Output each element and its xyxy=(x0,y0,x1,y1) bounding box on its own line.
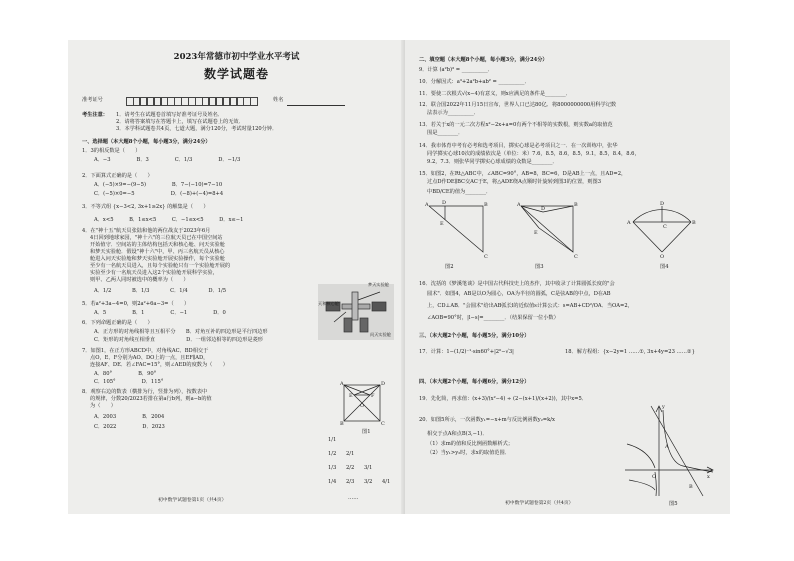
page-footer: 初中数学试题卷第1页（共4页） xyxy=(158,498,227,503)
option-line: A．5 B．1 C．−1 D．0 xyxy=(94,310,226,316)
exam-title: 2023年常德市初中学业水平考试 xyxy=(173,52,300,62)
question-line: 的规律，分数20/2023若排在第a行b列，则a−b的值 xyxy=(90,396,212,402)
svg-text:C: C xyxy=(381,421,385,427)
exam-sheet xyxy=(68,40,730,514)
question-line: 13．若关于x的一元二次方程x²−2x+a=0有两个不相等的实数根，则实数a的取值范 xyxy=(419,122,613,128)
table-cell: 1/4 xyxy=(328,479,337,485)
question-line: 5．若a²+3a−4=0，则2a²+6a−3=（ ） xyxy=(82,301,190,307)
id-number-boxes xyxy=(126,97,257,106)
table-cell: 3/1 xyxy=(364,465,373,471)
question-line: 至少有一名航天员进入，且每个实验舱只有一个实验舱开展的 xyxy=(90,263,231,269)
figure-2-caption: 图2 xyxy=(445,264,454,270)
svg-text:E: E xyxy=(349,393,353,399)
table-cell: 1/2 xyxy=(328,451,337,457)
question-line: 3．不等式组 {x−3<2, 3x+1≥2x} 的解集是（ ） xyxy=(82,204,209,210)
figure-1-caption: 图1 xyxy=(362,429,371,435)
svg-text:A: A xyxy=(627,220,631,226)
question-line: 相交于点A和点B(3,−1)． xyxy=(427,431,488,437)
svg-text:B: B xyxy=(692,220,696,226)
exam-page-2 xyxy=(405,40,730,514)
table-cell: 4/1 xyxy=(382,479,391,485)
question-line: 4．在"神十五"航天员张陆和他的两位战友于2023年6月 xyxy=(82,228,211,234)
question-line: 围是________． xyxy=(427,130,464,136)
question-17: 17．计算：1−(1/2)⁻¹·sin60°+|2⁰−√3| xyxy=(419,349,514,355)
question-18: 18．解方程组：{x−2y=1 ……①, 3x+4y=23 ……②} xyxy=(565,349,695,355)
svg-text:B: B xyxy=(689,484,693,490)
note-line: 2．请将答案填写在答题卡上，填写在试题卷上的无效． xyxy=(116,119,244,125)
id-label: 准考证号 xyxy=(82,97,103,103)
table-cell: 2/2 xyxy=(346,465,355,471)
question-line: 圆术"．如图4，AB是以O为圆心，OA为半径的圆弧，C是弦AB的中点，D在AB xyxy=(427,291,611,297)
question-line: 6．下列命题正确的是（ ） xyxy=(82,320,153,326)
table-cell: 1/1 xyxy=(328,437,337,443)
section-1-heading: 一、选择题（本大题8个小题，每小题3分，满分24分） xyxy=(82,139,211,145)
question-line: 16．沈括的《梦溪笔谈》是中国古代科技史上的杰作，其中收录了计算圆弧长度的"会 xyxy=(419,281,615,287)
svg-text:A: A xyxy=(340,381,344,387)
svg-text:C: C xyxy=(663,224,667,230)
svg-text:B: B xyxy=(484,202,488,208)
section-2-heading: 二、填空题（本大题8个小题，每小题3分，满分24分） xyxy=(419,57,548,63)
table-cell: 2/1 xyxy=(346,451,355,457)
svg-text:B: B xyxy=(574,202,578,208)
figure-3-caption: 图3 xyxy=(535,264,544,270)
question-line: 2．下面算式正确的是（ ） xyxy=(82,173,153,179)
table-cell: 3/2 xyxy=(364,479,373,485)
svg-text:A: A xyxy=(665,444,669,450)
question-line: 舱进入问天实验舱和梦天实验舱开展实验操作，每个实验舱 xyxy=(90,256,225,262)
station-label: 问天实验舱 xyxy=(370,332,391,337)
svg-text:A: A xyxy=(517,202,521,208)
question-line: 14．我市体育中考有必考和选考项目，掷实心球是必考项目之一．在一次训练中，张华 xyxy=(419,143,618,149)
section-4-heading: 四、（本大题2个小题，每小题6分，满分12分） xyxy=(419,379,530,385)
question-line: 19．先化简，再求值：(x+3)/(x²−4) ÷ (2−(x+1)/(x+2))，其中x=5． xyxy=(419,396,588,402)
page-footer: 初中数学试题卷第2页（共4页） xyxy=(505,501,574,506)
question-line: 7．如图1，在正方形ABCD中，对角线AC、BD相交于 xyxy=(82,348,209,354)
option-line: A．(−5)×9=−(9−5) B．7−(−10)=7−10 xyxy=(94,182,223,188)
figure-3-triangle xyxy=(517,200,579,262)
figure-1-square xyxy=(340,381,384,425)
station-label: 天和核心舱 xyxy=(318,301,339,306)
question-line: 9．计算 (a²b)³ = __________． xyxy=(419,67,493,73)
option-line: A．1/2 B．1/3 C．1/4 D．1/5 xyxy=(94,288,227,294)
section-3-heading: 三、（本大题2个小题，每小题5分，满分10分） xyxy=(419,333,530,339)
option-line: A．80° B．90° xyxy=(94,371,157,377)
question-line: 法表示为__________． xyxy=(427,110,479,116)
figure-4-arc xyxy=(627,200,697,262)
svg-text:C: C xyxy=(574,254,578,260)
question-line: 11．要使二次根式√(x−4)有意义，则x应满足的条件是________． xyxy=(419,91,571,97)
option-line: A．−3 B．3 C．1/3 D．−1/3 xyxy=(94,157,241,163)
question-line: 15．如图2，在Rt△ABC中，∠ABC=90°，AB=8，BC=6，D是AB上一点，且AD=2， xyxy=(419,171,627,177)
table-ellipsis: …… xyxy=(348,495,359,501)
svg-text:O: O xyxy=(360,403,365,409)
svg-text:O: O xyxy=(652,474,657,480)
svg-text:y: y xyxy=(662,404,665,410)
question-line: 中BD/CE的值为________． xyxy=(427,189,492,195)
option-line: A．2003 B．2004 xyxy=(94,414,165,420)
svg-text:C: C xyxy=(484,254,488,260)
station-label: 梦天实验舱 xyxy=(368,282,389,287)
svg-text:D: D xyxy=(381,381,386,387)
question-line: 则甲、乙两人同时被选中的概率为（ ） xyxy=(90,277,189,283)
question-line: 1．3的相反数是（ ） xyxy=(82,148,141,154)
svg-text:D: D xyxy=(660,201,665,207)
option-line: C．105° D．115° xyxy=(94,379,164,385)
figure-4-caption: 图4 xyxy=(660,264,669,270)
question-line: 实验至少有一名航天员进入这2个实验舱开展科学实验， xyxy=(90,270,218,276)
svg-text:O: O xyxy=(660,254,665,260)
svg-text:E: E xyxy=(534,230,538,236)
question-line: 点O，E、F分别为AO、DO上的一点，且EF∥AD， xyxy=(90,355,209,361)
question-line: 和梦天实验舱．假设"神十六"中，甲、丙三名航天员从核心 xyxy=(90,249,225,255)
question-line: 20．如图5所示，一次函数y₁=−x+m与反比例函数y₂=k/x xyxy=(419,417,555,423)
question-line: （1）求m的值和反比例函数解析式； xyxy=(427,441,514,447)
notes-label: 考生注意： xyxy=(82,112,108,118)
question-line: 12．联合国2022年11月15日宣布，世界人口已达80亿．将8000000000用科学记数 xyxy=(419,102,617,108)
question-line: 8．观察右边的数表（横排为行，竖排为列），按数表中 xyxy=(82,389,208,395)
option-line: A．x<5 B．1≤x<5 C．−1≤x<5 D．x≤−1 xyxy=(94,217,244,223)
question-line: 为（ ） xyxy=(90,403,116,409)
svg-text:D: D xyxy=(541,206,546,212)
question-line: 同学掷实心球10次的成绩依次是（单位：米）7.6，8.5，8.6，8.5，9.1，8.5，8.4，8.6， xyxy=(427,151,640,157)
question-line: 开始值守．空间站的主体结构包括天和核心舱、问天实验舱 xyxy=(90,242,225,248)
note-line: 1．请考生在试题卷首填写好准考证号及姓名． xyxy=(116,112,224,118)
option-line: C．(−5)×0=−5 D．(−8)+(−4)=8+4 xyxy=(94,191,224,197)
svg-text:D: D xyxy=(442,200,447,206)
figure-5-graph xyxy=(621,400,716,500)
figure-5-caption: 图5 xyxy=(669,501,678,507)
option-line: C．2022 D．2023 xyxy=(94,424,165,430)
name-label: 姓名 xyxy=(273,97,284,103)
option-line: A．正方形的对角线相等且互相平分 B．对角互补的四边形是平行四边形 xyxy=(94,329,268,335)
exam-page-1 xyxy=(68,40,405,514)
svg-text:x: x xyxy=(707,474,710,480)
option-line: C．矩形的对角线互相垂直 D．一组邻边相等的四边形是菱形 xyxy=(94,337,263,343)
question-line: 过点D作DE∥BC交AC于E，将△ADE绕A点顺时针旋转到图3的位置，则图3 xyxy=(427,179,602,185)
figure-2-triangle xyxy=(425,200,487,262)
exam-subtitle: 数学试题卷 xyxy=(203,67,269,81)
svg-text:E: E xyxy=(440,221,444,227)
question-line: ∠AOB=90°时，|l−s|=________．（结果保留一位小数） xyxy=(427,315,559,321)
question-line: 4日回到地球家园，"神十六"的三位航天员已在中国空间站 xyxy=(90,235,223,241)
question-line: 10．分解因式：a³+2a²b+ab² = __________． xyxy=(419,79,530,85)
table-cell: 1/3 xyxy=(328,465,337,471)
table-cell: 2/3 xyxy=(346,479,355,485)
svg-text:F: F xyxy=(371,393,375,399)
svg-text:B: B xyxy=(340,421,344,427)
question-line: 连接AF、DE．若∠FAC=15°，则∠AED的度数为（ ） xyxy=(90,362,228,368)
question-line: 9.2，7.3．则张华同学掷实心球成绩的众数是________． xyxy=(427,159,558,165)
name-underline xyxy=(287,105,345,106)
question-line: 上，CD⊥AB．"会圆术"给出AB弧长l的近似值s计算公式：s=AB+CD²/OA．当OA=2， xyxy=(427,303,633,309)
question-line: （2）当y₁>y₂时，求x的取值范围． xyxy=(427,450,510,456)
note-line: 3．本学科试题卷共4页，七道大题，满分120分，考试时量120分钟． xyxy=(116,126,278,132)
svg-text:A: A xyxy=(425,202,429,208)
